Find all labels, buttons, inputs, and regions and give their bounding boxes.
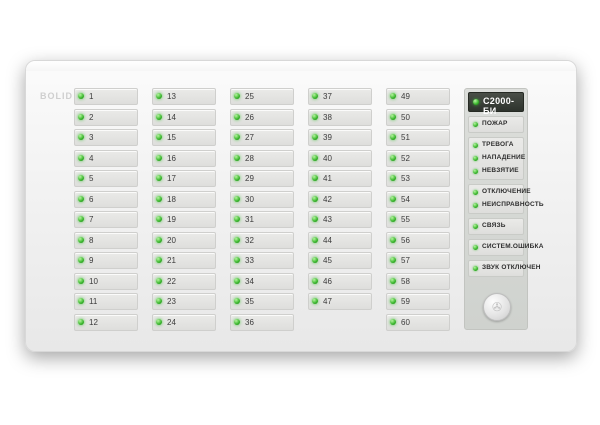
zone-led-icon [78, 114, 84, 120]
zone-cell[interactable] [74, 211, 138, 228]
zone-number: 29 [245, 174, 254, 183]
zone-led-icon [234, 114, 240, 120]
zone-number: 12 [89, 317, 98, 327]
zone-number: 33 [245, 256, 254, 265]
zone-number: 31 [245, 215, 254, 224]
zone-led-icon [78, 319, 84, 325]
zone-led-icon [234, 298, 240, 304]
zone-number: 43 [323, 215, 332, 224]
device-title-plate [468, 92, 524, 116]
zone-led-icon [312, 257, 318, 263]
zone-cell[interactable] [152, 191, 216, 208]
zone-cell[interactable] [386, 314, 450, 331]
zone-led-icon [390, 175, 396, 181]
power-led-icon [473, 99, 479, 105]
zone-led-icon [312, 237, 318, 243]
bell-icon: ✇ [491, 300, 503, 314]
mute-button[interactable] [483, 293, 511, 321]
zone-number: 24 [167, 317, 176, 327]
zone-number: 57 [401, 256, 410, 265]
zone-cell[interactable] [74, 170, 138, 187]
zone-led-icon [234, 237, 240, 243]
zone-led-icon [156, 175, 162, 181]
zone-led-icon [234, 196, 240, 202]
status-led-icon [473, 266, 478, 271]
status-group-fault [468, 184, 544, 214]
zone-cell[interactable] [152, 88, 216, 105]
zone-cell[interactable] [152, 211, 216, 228]
zone-column-4 [308, 88, 372, 334]
zone-led-icon [312, 134, 318, 140]
status-led-icon [473, 169, 478, 174]
zone-led-icon [234, 216, 240, 222]
zone-cell[interactable] [230, 293, 294, 310]
zone-led-icon [234, 175, 240, 181]
zone-cell[interactable] [230, 314, 294, 331]
zone-cell[interactable] [152, 150, 216, 167]
zone-led-icon [312, 298, 318, 304]
zone-cell[interactable] [308, 191, 372, 208]
zone-cell[interactable] [152, 170, 216, 187]
zone-cell[interactable] [74, 293, 138, 310]
zone-cell[interactable] [152, 109, 216, 126]
zone-led-icon [390, 93, 396, 99]
brand-logo: BOLID [40, 91, 73, 101]
zone-cell[interactable] [230, 252, 294, 269]
zone-number: 39 [323, 133, 332, 142]
zone-led-icon [156, 93, 162, 99]
zone-led-icon [156, 257, 162, 263]
zone-number: 49 [401, 92, 410, 101]
zone-number: 3 [89, 133, 94, 142]
zone-cell[interactable] [230, 191, 294, 208]
status-led-icon [473, 224, 478, 229]
zone-number: 37 [323, 92, 332, 101]
zone-led-icon [78, 93, 84, 99]
status-group-fire [468, 116, 524, 133]
status-group-system-error [468, 239, 544, 256]
status-label: ОТКЛЮЧЕНИЕ [482, 188, 531, 195]
zone-number: 22 [167, 276, 176, 286]
zone-cell[interactable] [386, 109, 450, 126]
zone-led-icon [234, 93, 240, 99]
zone-number: 15 [167, 133, 176, 142]
zone-led-icon [390, 134, 396, 140]
zone-led-icon [390, 319, 396, 325]
zone-column-3 [230, 88, 294, 334]
zone-led-icon [156, 134, 162, 140]
zone-cell[interactable] [386, 232, 450, 249]
status-row-not-armed[interactable] [469, 165, 523, 178]
zone-number: 14 [167, 112, 176, 122]
zone-number: 11 [89, 297, 98, 306]
status-label: СВЯЗЬ [482, 222, 506, 229]
zone-cell[interactable] [386, 252, 450, 269]
status-label: НЕВЗЯТИЕ [482, 167, 519, 174]
zone-led-icon [78, 298, 84, 304]
zone-led-icon [234, 257, 240, 263]
zone-led-icon [156, 216, 162, 222]
zone-number: 58 [401, 276, 410, 286]
zone-number: 8 [89, 235, 94, 245]
zone-led-icon [312, 196, 318, 202]
status-led-icon [473, 143, 478, 148]
zone-led-icon [156, 237, 162, 243]
zone-number: 10 [89, 276, 98, 286]
zone-number: 17 [167, 174, 176, 183]
zone-number: 30 [245, 194, 254, 204]
zone-led-icon [390, 298, 396, 304]
zone-cell[interactable] [230, 211, 294, 228]
zone-led-icon [390, 216, 396, 222]
zone-cell[interactable] [308, 129, 372, 146]
zone-led-icon [390, 196, 396, 202]
status-label: ТРЕВОГА [482, 141, 514, 148]
status-label: СИСТЕМ.ОШИБКА [482, 243, 544, 250]
zone-led-icon [156, 319, 162, 325]
status-led-icon [473, 203, 478, 208]
status-led-icon [473, 245, 478, 250]
zone-led-icon [78, 237, 84, 243]
zone-number: 5 [89, 174, 94, 183]
status-row-system-error[interactable] [469, 241, 544, 254]
zone-cell[interactable] [308, 293, 372, 310]
zone-cell[interactable] [386, 293, 450, 310]
zone-led-icon [234, 278, 240, 284]
status-label: ЗВУК ОТКЛЮЧЕН [482, 264, 541, 271]
zone-led-icon [78, 216, 84, 222]
zone-number: 19 [167, 215, 176, 224]
zone-number: 53 [401, 174, 410, 183]
status-row-attack[interactable] [469, 152, 526, 165]
zone-number: 9 [89, 256, 94, 265]
status-row-link[interactable] [469, 220, 523, 233]
zone-number: 40 [323, 153, 332, 163]
zone-number: 42 [323, 194, 332, 204]
zone-number: 45 [323, 256, 332, 265]
zone-number: 35 [245, 297, 254, 306]
zone-cell[interactable] [74, 109, 138, 126]
zone-cell[interactable] [386, 88, 450, 105]
status-panel [464, 88, 544, 330]
zone-number: 7 [89, 215, 94, 224]
zone-number: 18 [167, 194, 176, 204]
status-row-malfunction[interactable] [469, 199, 544, 212]
zone-number: 16 [167, 153, 176, 163]
zone-number: 60 [401, 317, 410, 327]
zone-led-icon [312, 216, 318, 222]
zone-number: 26 [245, 112, 254, 122]
zone-number: 2 [89, 112, 94, 122]
status-group-link [468, 218, 524, 235]
zone-number: 27 [245, 133, 254, 142]
zone-led-icon [78, 278, 84, 284]
zone-cell[interactable] [308, 150, 372, 167]
status-row-disabled[interactable] [469, 186, 531, 199]
zone-led-icon [156, 298, 162, 304]
zone-number: 25 [245, 92, 254, 101]
zone-number: 38 [323, 112, 332, 122]
zone-cell[interactable] [74, 129, 138, 146]
zone-number: 44 [323, 235, 332, 245]
zone-led-icon [78, 134, 84, 140]
zone-number: 56 [401, 235, 410, 245]
zone-number: 59 [401, 297, 410, 306]
zone-led-icon [312, 278, 318, 284]
zone-cell[interactable] [308, 88, 372, 105]
status-led-icon [473, 190, 478, 195]
zone-cell[interactable] [308, 252, 372, 269]
zone-cell[interactable] [152, 293, 216, 310]
device-body [25, 60, 577, 352]
zone-led-icon [156, 155, 162, 161]
zone-cell[interactable] [308, 211, 372, 228]
status-led-icon [473, 156, 478, 161]
zone-cell[interactable] [230, 232, 294, 249]
zone-led-icon [312, 155, 318, 161]
zone-cell[interactable] [308, 170, 372, 187]
zone-number: 21 [167, 256, 176, 265]
zone-led-icon [78, 257, 84, 263]
zone-cell[interactable] [152, 273, 216, 290]
zone-cell[interactable] [74, 150, 138, 167]
zone-cell[interactable] [386, 191, 450, 208]
zone-led-icon [78, 155, 84, 161]
zone-number: 6 [89, 194, 94, 204]
zone-column-5 [386, 88, 450, 334]
zone-cell[interactable] [386, 211, 450, 228]
zone-number: 23 [167, 297, 176, 306]
zone-led-icon [234, 319, 240, 325]
status-label: НАПАДЕНИЕ [482, 154, 526, 161]
zone-led-icon [390, 257, 396, 263]
status-led-icon [473, 122, 478, 127]
zone-number: 46 [323, 276, 332, 286]
zone-led-icon [390, 278, 396, 284]
zone-cell[interactable] [74, 88, 138, 105]
zone-cell[interactable] [308, 232, 372, 249]
zone-cell[interactable] [386, 129, 450, 146]
status-row-fire[interactable] [469, 118, 523, 131]
zone-led-icon [78, 196, 84, 202]
indicator-panel [74, 88, 544, 328]
zone-cell[interactable] [74, 314, 138, 331]
zone-number: 34 [245, 276, 254, 286]
zone-cell[interactable] [230, 273, 294, 290]
zone-number: 50 [401, 112, 410, 122]
zone-cell[interactable] [230, 170, 294, 187]
zone-cell[interactable] [386, 273, 450, 290]
status-row-sound-off[interactable] [469, 262, 541, 275]
zone-cell[interactable] [74, 232, 138, 249]
device-title: С2000-БИ [483, 96, 515, 116]
zone-cell[interactable] [386, 170, 450, 187]
zone-cell[interactable] [230, 150, 294, 167]
zone-number: 47 [323, 297, 332, 306]
zone-cell[interactable] [152, 232, 216, 249]
zone-number: 28 [245, 153, 254, 163]
zone-number: 51 [401, 133, 410, 142]
zone-cell[interactable] [74, 191, 138, 208]
zone-led-icon [390, 155, 396, 161]
zone-number: 36 [245, 317, 254, 327]
zone-number: 54 [401, 194, 410, 204]
zone-number: 1 [89, 92, 94, 101]
zone-led-icon [156, 114, 162, 120]
zone-cell[interactable] [152, 314, 216, 331]
zone-led-icon [78, 175, 84, 181]
zone-cell[interactable] [230, 109, 294, 126]
zone-cell[interactable] [74, 252, 138, 269]
zone-led-icon [156, 196, 162, 202]
zone-cell[interactable] [74, 273, 138, 290]
zone-column-1 [74, 88, 138, 334]
status-label: ПОЖАР [482, 120, 508, 127]
zone-led-icon [156, 278, 162, 284]
zone-number: 13 [167, 92, 176, 101]
zone-led-icon [390, 114, 396, 120]
status-group-alarm [468, 137, 524, 180]
zone-number: 52 [401, 153, 410, 163]
zone-led-icon [312, 175, 318, 181]
zone-led-icon [234, 134, 240, 140]
zone-led-icon [312, 93, 318, 99]
zone-number: 41 [323, 174, 332, 183]
status-label: НЕИСПРАВНОСТЬ [482, 201, 544, 208]
zone-number: 20 [167, 235, 176, 245]
zone-cell[interactable] [386, 150, 450, 167]
zone-cell[interactable] [152, 129, 216, 146]
zone-cell[interactable] [308, 273, 372, 290]
zone-cell[interactable] [230, 88, 294, 105]
zone-number: 32 [245, 235, 254, 245]
zone-cell[interactable] [230, 129, 294, 146]
status-group-sound-off [468, 260, 541, 277]
status-row-alarm[interactable] [469, 139, 523, 152]
zone-number: 4 [89, 153, 94, 163]
zone-led-icon [390, 237, 396, 243]
zone-cell[interactable] [308, 109, 372, 126]
zone-led-icon [234, 155, 240, 161]
zone-number: 55 [401, 215, 410, 224]
zone-cell[interactable] [152, 252, 216, 269]
zone-led-icon [312, 114, 318, 120]
zone-column-2 [152, 88, 216, 334]
